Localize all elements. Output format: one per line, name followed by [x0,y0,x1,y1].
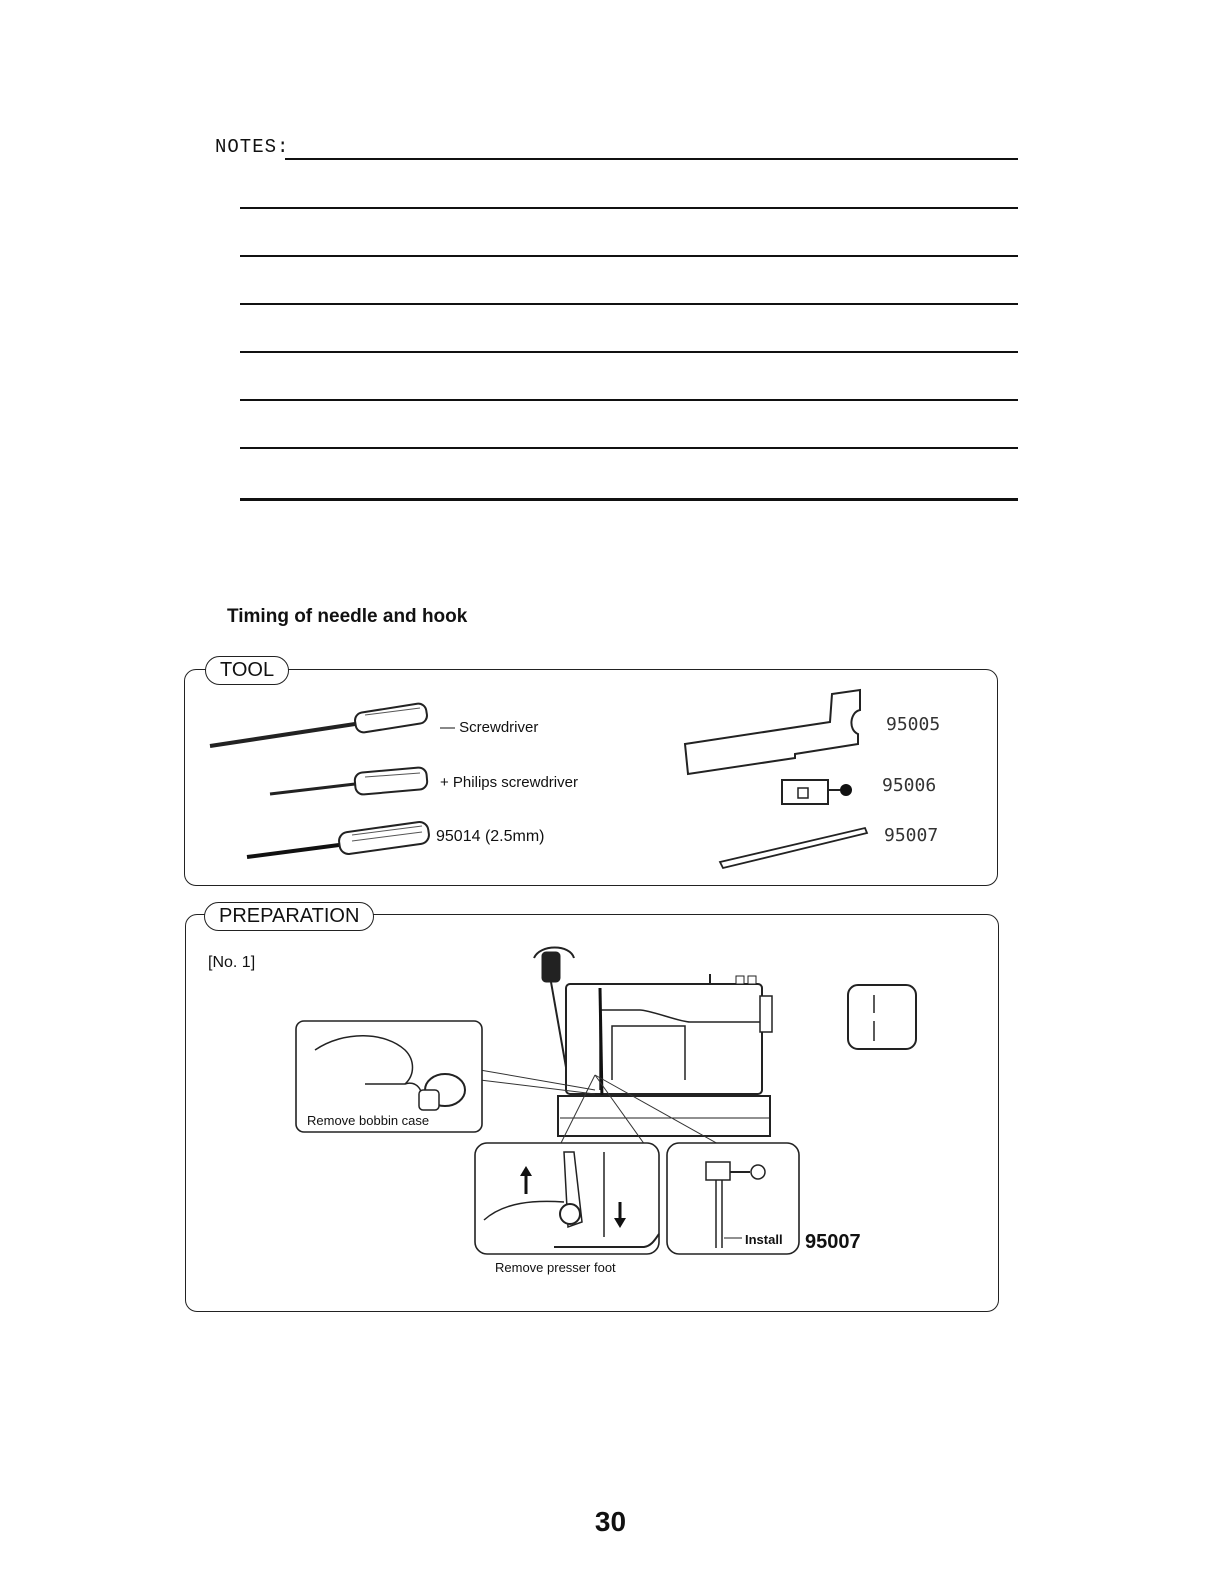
notes-line [285,158,1018,160]
install-caption: Install [745,1232,783,1247]
notes-line [240,303,1018,305]
bobbin-caption: Remove bobbin case [307,1113,430,1128]
part-number: 95007 [884,825,939,846]
preparation-tab: PREPARATION [204,902,374,931]
straight-stitch-icon [846,983,918,1051]
step-label: [No. 1] [208,954,256,971]
section-title: Timing of needle and hook [227,606,468,627]
part-number: 95005 [886,714,941,735]
philips-screwdriver-icon [265,760,435,800]
notes-line [240,255,1018,257]
notes-label: NOTES: [215,136,290,158]
gauge-block-icon [778,774,858,810]
tool-item-label: + Philips screwdriver [440,774,578,791]
notes-line [240,498,1018,501]
flat-screwdriver-icon [205,702,435,752]
install-part-number: 95007 [805,1231,861,1253]
tool-tab: TOOL [205,656,289,685]
timing-gauge-icon [680,682,870,777]
notes-line [240,399,1018,401]
part-number: 95006 [882,775,937,796]
notes-line [240,207,1018,209]
tool-item-label: 95014 (2.5mm) [436,828,545,845]
page-number: 30 [594,1506,627,1537]
notes-line [240,447,1018,449]
tool-item-label: — Screwdriver [440,719,539,736]
presser-caption: Remove presser foot [495,1260,616,1275]
hex-driver-icon [244,815,434,860]
gauge-rod-icon [715,822,875,872]
presser-foot-inset [474,1142,660,1256]
notes-line [240,351,1018,353]
